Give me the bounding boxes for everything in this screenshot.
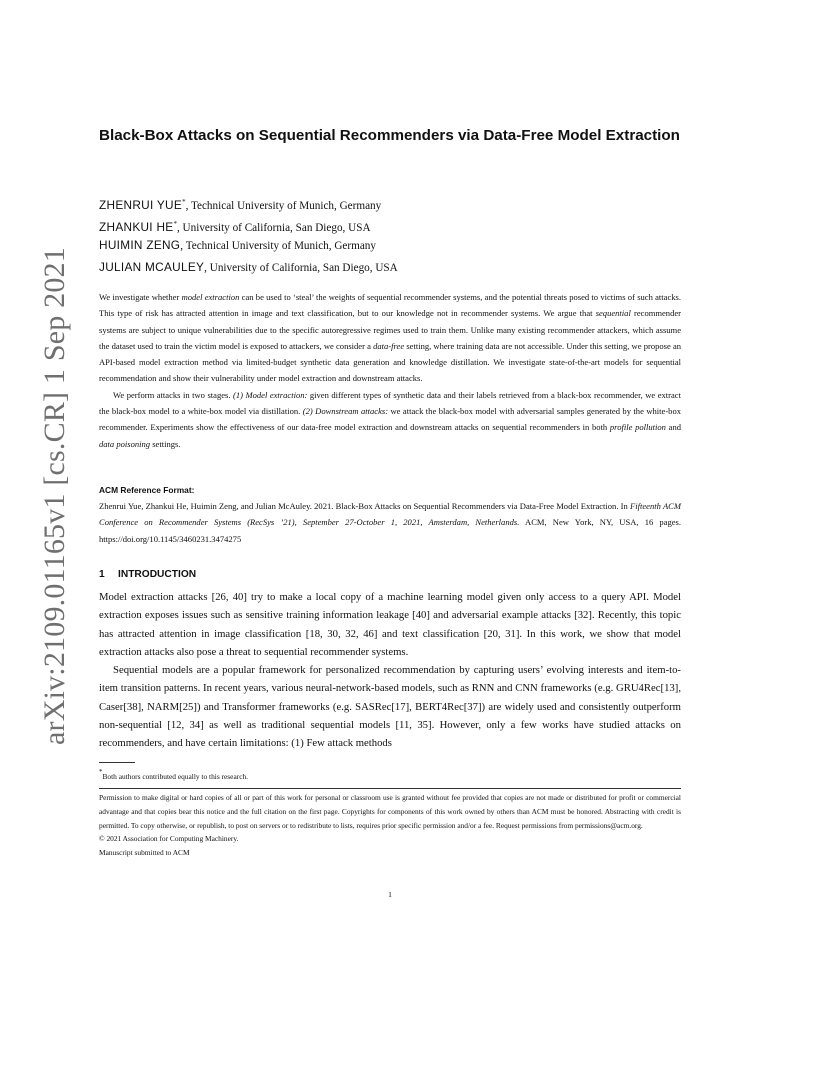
footnote <box>99 765 681 784</box>
body-paragraph: Sequential models are a popular framework for personalized recommendation by capturing users’ evolving interests and item-to-item transition patterns. In recent years, various neural-network-based models, such as RNN and CNN frameworks (e.g. GRU4Rec[13], Caser[38], NARM[25]) and Transformer frameworks (e.g. SASRec[17], BERT4Rec[37]) are widely used and consistently outperform non-sequential [12, 34] as well as traditional sequential models [11, 35]. However, only a few works have studied attacks on recommenders, and have certain limitations: (1) Few attack methods <box>99 664 681 750</box>
author-entry <box>99 235 699 257</box>
author-entry <box>99 257 699 279</box>
abstract-text: settings. <box>150 438 181 449</box>
abstract-emphasis: profile pollution <box>609 422 666 433</box>
abstract-emphasis: (1) Model extraction: <box>233 389 308 400</box>
abstract-text: We perform attacks in two stages. <box>113 389 234 400</box>
permission-block <box>99 791 681 860</box>
footnote-mark: * <box>99 768 103 776</box>
manuscript-line: Manuscript submitted to ACM <box>99 848 190 858</box>
author-list <box>99 192 699 279</box>
reference-venue: Fifteenth ACM Conference on Recommender Systems (RecSys ’21), September 27-October 1, 2021, Amsterdam, Netherlands. <box>99 501 681 528</box>
abstract-paragraph <box>99 387 681 452</box>
arxiv-side-stamp: arXiv:2109.01165v1 [cs.CR] 1 Sep 2021 <box>38 247 71 745</box>
abstract-text: and <box>665 422 681 433</box>
reference-text: ACM, New York, NY, USA, 16 pages. https://doi.org/10.1145/3460231.3474275 <box>99 517 681 544</box>
author-name: ZHENRUI YUE <box>99 198 183 212</box>
abstract-text: we attack the black-box model with adversarial samples generated by the white-box recommender. Experiments show the effectiveness of our data-free model extraction and downstream attacks on sequential recommenders in both <box>99 406 681 433</box>
abstract-emphasis: data poisoning <box>99 438 151 449</box>
reference-text: Zhenrui Yue, Zhankui He, Huimin Zeng, and Julian McAuley. 2021. Black-Box Attacks on Sequential Recommenders via Data-Free Model Extraction. In <box>99 501 631 512</box>
author-affiliation: , Technical University of Munich, Germany <box>180 240 376 253</box>
abstract-text: can be used to ‘steal’ the weights of sequential recommender systems, and the potential threats posed to victims of such attacks. This type of risk has attracted attention in image and text classification, but to our knowledge not in recommender systems. We argue that <box>99 292 681 319</box>
author-affiliation: , University of California, San Diego, USA <box>204 262 398 275</box>
abstract-text: given different types of synthetic data and their labels retrieved from a black-box recommender, we extract the black-box model to a white-box model via distillation. <box>99 389 681 417</box>
permission-text: Permission to make digital or hard copies of all or part of this work for personal or classroom use is granted without fee provided that copies are not made or distributed for profit or commercial advantage and that copies bear this notice and the full citation on the first page. Copyrights for components of this work owned by others than ACM must be honored. Abstracting with credit is permitted. To copy otherwise, or republish, to post on servers or to redistribute to lists, requires prior specific permission and/or a fee. Request permissions from permissions@acm.org. <box>99 793 681 830</box>
section-heading <box>99 566 499 584</box>
author-name: ZHANKUI HE <box>99 219 174 234</box>
author-entry <box>99 214 699 236</box>
abstract-text: recommender systems are subject to unique vulnerabilities due to the specific autoregressive regimes used to train them. Unlike many existing recommender attackers, which assume the dataset used to train the victim model is exposed to attackers, we consider a <box>99 308 681 351</box>
abstract-emphasis: model extraction <box>181 292 240 302</box>
abstract-emphasis: sequential <box>595 308 631 319</box>
acm-reference-heading: ACM Reference Format: <box>99 485 195 495</box>
author-affiliation: , University of California, San Diego, USA <box>176 221 371 234</box>
copyright-line: © 2021 Association for Computing Machinery. <box>99 834 239 844</box>
equal-contribution-mark: * <box>182 198 186 206</box>
author-affiliation: , Technical University of Munich, Germany <box>185 200 382 212</box>
equal-contribution-mark: * <box>173 219 177 228</box>
abstract-text: setting, where training data are not accessible. Under this setting, we propose an API-based model extraction method via limited-budget synthetic data generation and knowledge distillation. We investigate state-of-the-art models for sequential recommendation and show their vulnerability under model extraction and downstream attacks. <box>99 340 682 384</box>
footnote-text: Both authors contributed equally to this research. <box>102 772 249 781</box>
author-name: HUIMIN ZENG <box>99 238 181 253</box>
abstract-text: We investigate whether <box>99 292 182 302</box>
abstract-emphasis: (2) Downstream attacks: <box>302 406 389 417</box>
abstract-emphasis: data-free <box>373 340 405 351</box>
page-number: 1 <box>388 890 392 899</box>
author-entry <box>99 192 699 214</box>
acm-reference-text <box>99 498 681 547</box>
permission-rule <box>99 788 681 789</box>
abstract-paragraph <box>99 289 681 387</box>
introduction-body <box>99 588 681 753</box>
acm-reference-format <box>99 482 681 547</box>
author-name: JULIAN MCAULEY <box>99 260 205 275</box>
body-paragraph: Model extraction attacks [26, 40] try to make a local copy of a machine learning model given only access to a query API. Model extraction exposes issues such as sensitive training information leakage [40] and adversarial example attacks [32]. Recently, this topic has attracted attention in image classification [18, 30, 32, 46] and text classification [20, 31]. In this work, we show that model extraction attacks also pose a threat to sequential recommender systems. <box>99 591 681 658</box>
paper-title: Black-Box Attacks on Sequential Recommenders via Data-Free Model Extraction <box>99 127 680 144</box>
section-number: 1 <box>99 569 105 580</box>
section-title: INTRODUCTION <box>118 569 197 580</box>
footnote-rule <box>99 762 135 763</box>
abstract <box>99 289 681 452</box>
